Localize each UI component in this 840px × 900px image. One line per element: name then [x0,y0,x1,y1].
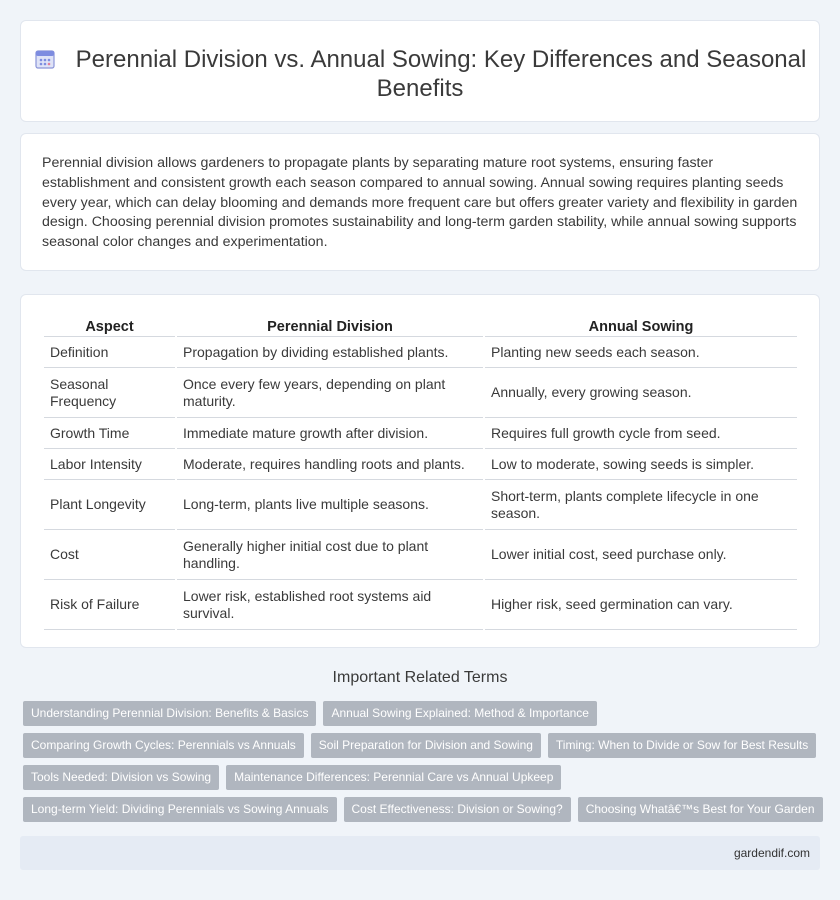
aspect-cell: Labor Intensity [44,449,175,480]
related-term-tag[interactable]: Choosing Whatâ€™s Best for Your Garden [578,797,823,822]
aspect-cell: Seasonal Frequency [44,368,175,418]
perennial-cell: Moderate, requires handling roots and plants. [177,449,483,480]
annual-cell: Requires full growth cycle from seed. [485,418,797,449]
page-title-block [21,45,819,103]
table-row [44,337,797,368]
tag-row [23,797,823,822]
annual-cell: Low to moderate, sowing seeds is simpler. [485,449,797,480]
tag-row [23,733,823,758]
related-terms-tags [23,701,823,829]
related-term-tag[interactable]: Cost Effectiveness: Division or Sowing? [344,797,571,822]
related-terms-title: Important Related Terms [332,669,508,686]
table-row [44,449,797,480]
related-term-tag[interactable]: Annual Sowing Explained: Method & Importance [323,701,597,726]
related-term-tag[interactable]: Maintenance Differences: Perennial Care vs Annual Upkeep [226,765,561,790]
annual-cell: Higher risk, seed germination can vary. [485,580,797,630]
annual-cell: Short-term, plants complete lifecycle in one season. [485,480,797,530]
related-term-tag[interactable]: Tools Needed: Division vs Sowing [23,765,219,790]
perennial-cell: Immediate mature growth after division. [177,418,483,449]
perennial-cell: Lower risk, established root systems aid survival. [177,580,483,630]
header-annual-sowing: Annual Sowing [485,315,797,337]
intro-paragraph: Perennial division allows gardeners to propagate plants by separating mature root systems, ensuring faster establishment and consistent growth each season compared to annual sowing. Annual sowing requires planting seeds every year, which can delay blooming and demands more frequent care but offers greater variety and flexibility in garden design. Choosing perennial division promotes sustainability and long-term garden stability, while annual sowing supports seasonal color changes and experimentation. [42,155,798,251]
related-term-tag[interactable]: Comparing Growth Cycles: Perennials vs Annuals [23,733,304,758]
tag-row [23,765,823,790]
aspect-cell: Growth Time [44,418,175,449]
comparison-table [42,315,799,630]
aspect-cell: Risk of Failure [44,580,175,630]
related-term-tag[interactable]: Soil Preparation for Division and Sowing [311,733,541,758]
table-row [44,530,797,580]
annual-cell: Planting new seeds each season. [485,337,797,368]
related-term-tag[interactable]: Long-term Yield: Dividing Perennials vs Sowing Annuals [23,797,337,822]
annual-cell: Lower initial cost, seed purchase only. [485,530,797,580]
footer-site[interactable]: gardendif.com [733,846,810,860]
perennial-cell: Generally higher initial cost due to plant handling. [177,530,483,580]
table-row [44,418,797,449]
perennial-cell: Propagation by dividing established plants. [177,337,483,368]
tag-row [23,701,823,726]
footer [20,836,820,870]
annual-cell: Annually, every growing season. [485,368,797,418]
header-aspect: Aspect [44,315,175,337]
aspect-cell: Plant Longevity [44,480,175,530]
related-term-tag[interactable]: Understanding Perennial Division: Benefits & Basics [23,701,316,726]
table-header-row [44,315,797,337]
perennial-cell: Once every few years, depending on plant maturity. [177,368,483,418]
table-row [44,368,797,418]
header-perennial-division: Perennial Division [177,315,483,337]
aspect-cell: Definition [44,337,175,368]
perennial-cell: Long-term, plants live multiple seasons. [177,480,483,530]
comparison-card [20,294,820,648]
table-row [44,580,797,630]
calendar-icon [34,48,56,70]
aspect-cell: Cost [44,530,175,580]
intro-card [20,133,820,271]
related-term-tag[interactable]: Timing: When to Divide or Sow for Best Results [548,733,816,758]
page-title: Perennial Division vs. Annual Sowing: Key Differences and Seasonal Benefits [75,46,807,102]
table-row [44,480,797,530]
header-card [20,20,820,122]
